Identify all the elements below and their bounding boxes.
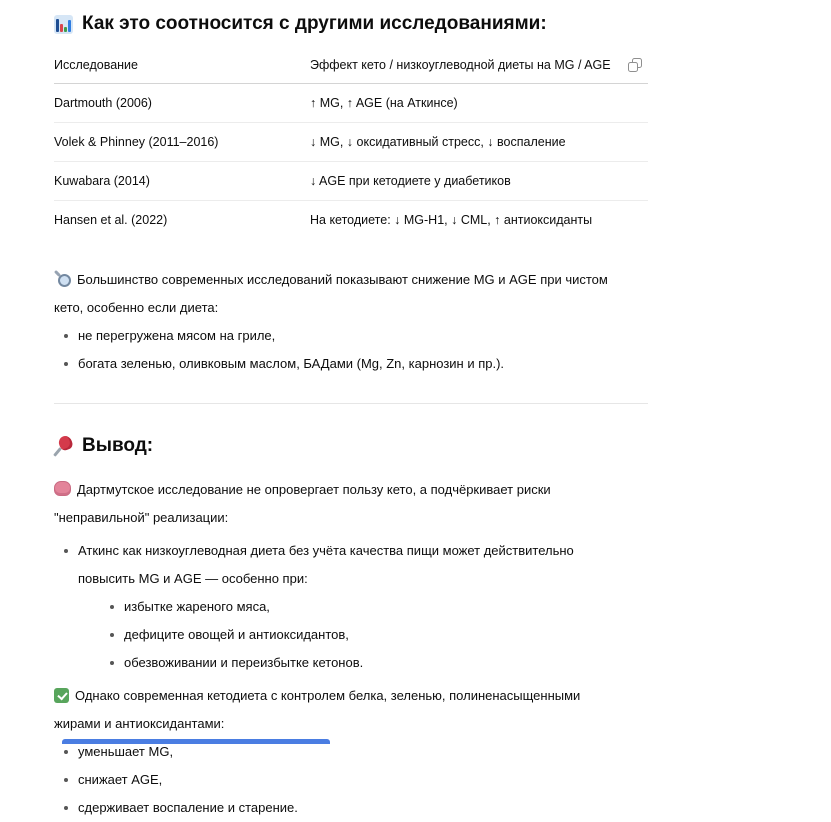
conclusion-section-title: Вывод: (82, 435, 154, 456)
effect-cell: ↓ MG, ↓ оксидативный стресс, ↓ воспаление (310, 123, 648, 162)
comparison-section-title: Как это соотносится с другими исследованиями: (82, 13, 547, 34)
magnifier-icon (54, 271, 71, 287)
bar-chart-icon (54, 15, 73, 34)
list-item: богата зеленью, оливковым маслом, БАДами (Mg, Zn, карнозин и пр.). (54, 350, 623, 378)
study-cell: Hansen et al. (2022) (54, 213, 168, 227)
risk-sub-list (78, 593, 623, 677)
benefit-paragraph (54, 682, 614, 738)
conclusion-section-heading (54, 433, 648, 459)
conclusion-lead-paragraph (54, 476, 614, 532)
benefit-text: Однако современная кетодиета с контролем белка, зеленью, полиненасыщенными жирами и антиоксидантами: (54, 688, 581, 731)
research-comparison-table (54, 54, 648, 239)
study-cell: Volek & Phinney (2011–2016) (54, 123, 310, 162)
table-row (54, 162, 648, 201)
list-item: не перегружена мясом на гриле, (54, 322, 623, 350)
check-mark-icon (54, 688, 69, 703)
effect-cell: ↑ MG, ↑ AGE (на Аткинсе) (310, 84, 648, 123)
brain-icon (54, 481, 71, 496)
risk-bullet-text: Аткинс как низкоуглеводная диета без учёта качества пищи может действительно повысить MG и AGE — особенно при: (78, 543, 574, 586)
benefit-list (54, 738, 648, 822)
effect-cell: На кетодиете: ↓ MG-H1, ↓ CML, ↑ антиоксиданты (310, 213, 593, 227)
study-cell: Dartmouth (2006) (54, 84, 310, 123)
table-row (54, 84, 648, 123)
research-table (54, 54, 648, 239)
risk-list (54, 537, 648, 677)
pushpin-icon (54, 436, 73, 457)
col-header-effect: Эффект кето / низкоуглеводной диеты на MG / AGE (310, 54, 648, 84)
list-item: избытке жареного мяса, (100, 593, 623, 621)
copy-table-button[interactable] (626, 56, 644, 79)
horizontal-scrollbar-thumb[interactable] (62, 739, 330, 744)
table-row (54, 201, 648, 240)
list-item (54, 537, 623, 677)
study-cell: Kuwabara (2014) (54, 162, 310, 201)
list-item: уменьшает MG, (54, 738, 623, 766)
list-item: сдерживает воспаление и старение. (54, 794, 623, 822)
effect-cell: ↓ AGE при кетодиете у диабетиков (310, 162, 648, 201)
copy-icon (628, 58, 642, 72)
table-header-row (54, 54, 648, 84)
table-row (54, 123, 648, 162)
col-header-study: Исследование (54, 54, 310, 84)
list-item: обезвоживании и переизбытке кетонов. (100, 649, 623, 677)
comparison-section-heading (54, 11, 648, 37)
research-summary-list (54, 322, 648, 378)
section-divider (54, 403, 648, 404)
conclusion-lead-text: Дартмутское исследование не опровергает пользу кето, а подчёркивает риски "неправильной" реализации: (54, 482, 551, 525)
list-item: дефиците овощей и антиоксидантов, (100, 621, 623, 649)
list-item: снижает AGE, (54, 766, 623, 794)
research-summary-text: Большинство современных исследований показывают снижение MG и AGE при чистом кето, особенно если диета: (54, 272, 608, 315)
research-summary-paragraph (54, 266, 614, 322)
